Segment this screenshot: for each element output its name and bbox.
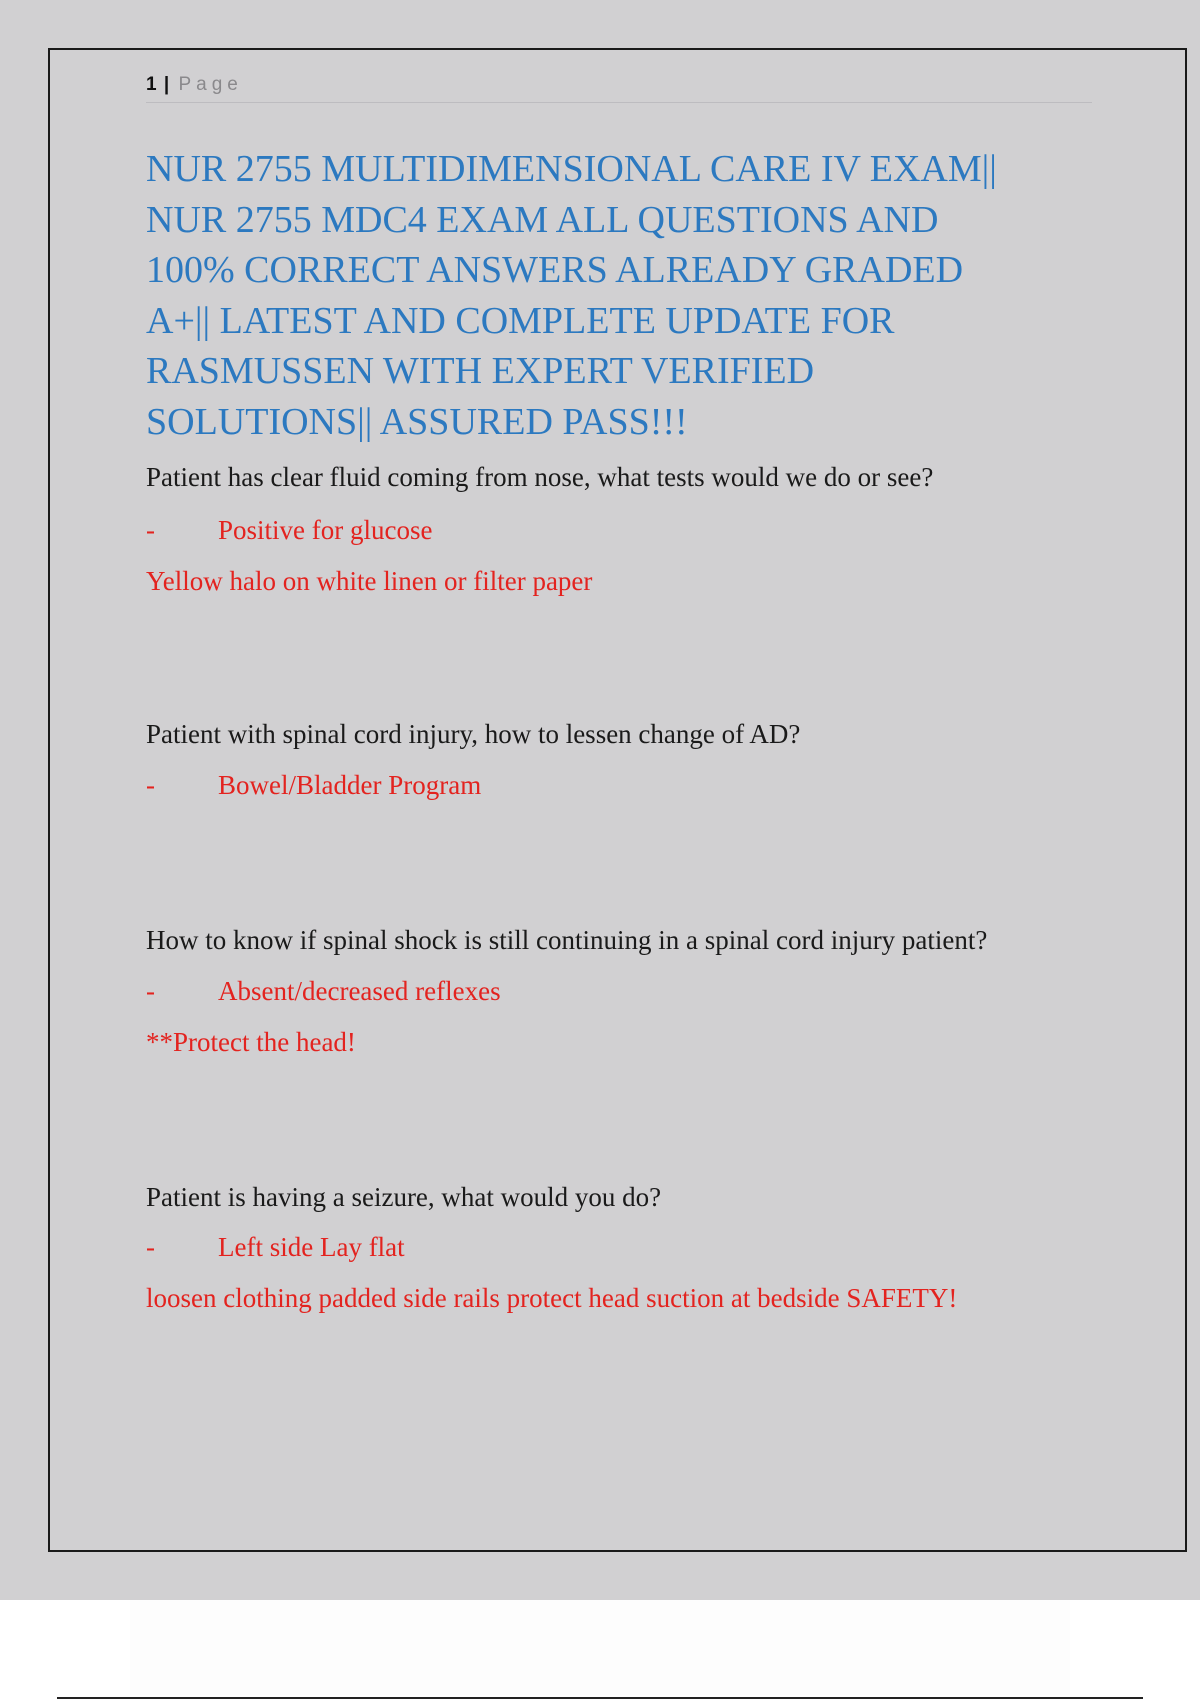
bullet-dash: - [146, 515, 155, 545]
answer-4-note: loosen clothing padded side rails protect head suction at bedside SAFETY! [146, 1283, 958, 1313]
answer-1-bullet [146, 513, 432, 547]
header-separator: | [163, 74, 170, 95]
answer-3-text: Absent/decreased reflexes [218, 976, 501, 1006]
answer-2-text: Bowel/Bladder Program [218, 770, 482, 800]
answer-4-bullet [146, 1230, 405, 1264]
next-page-edge [130, 1600, 1070, 1695]
bullet-dash: - [146, 976, 155, 1006]
question-2: Patient with spinal cord injury, how to lessen change of AD? [146, 719, 801, 749]
answer-1-text: Positive for glucose [218, 515, 433, 545]
question-4: Patient is having a seizure, what would you do? [146, 1182, 662, 1212]
title-line: NUR 2755 MDC4 EXAM ALL QUESTIONS AND [146, 198, 939, 241]
document-title [146, 144, 1106, 447]
bullet-dash: - [146, 770, 155, 800]
page-number: 1 [146, 74, 157, 95]
question-3: How to know if spinal shock is still continuing in a spinal cord injury patient? [146, 925, 988, 955]
page-label: Page [178, 74, 243, 95]
answer-3-note: **Protect the head! [146, 1027, 356, 1057]
answer-3-bullet [146, 974, 501, 1008]
bottom-rule [57, 1697, 1143, 1699]
page-header [146, 74, 1092, 103]
title-line: 100% CORRECT ANSWERS ALREADY GRADED [146, 249, 964, 291]
answer-1-note: Yellow halo on white linen or filter paper [146, 566, 593, 596]
answer-4-text: Left side Lay flat [218, 1232, 405, 1262]
question-1: Patient has clear fluid coming from nose, what tests would we do or see? [146, 462, 934, 492]
bullet-dash: - [146, 1232, 155, 1262]
title-line: A+|| LATEST AND COMPLETE UPDATE FOR [146, 299, 895, 342]
title-line: NUR 2755 MULTIDIMENSIONAL CARE IV EXAM|| [146, 148, 997, 190]
title-line: RASMUSSEN WITH EXPERT VERIFIED [146, 350, 815, 392]
answer-2-bullet [146, 768, 481, 802]
title-line: SOLUTIONS|| ASSURED PASS!!! [146, 400, 688, 443]
